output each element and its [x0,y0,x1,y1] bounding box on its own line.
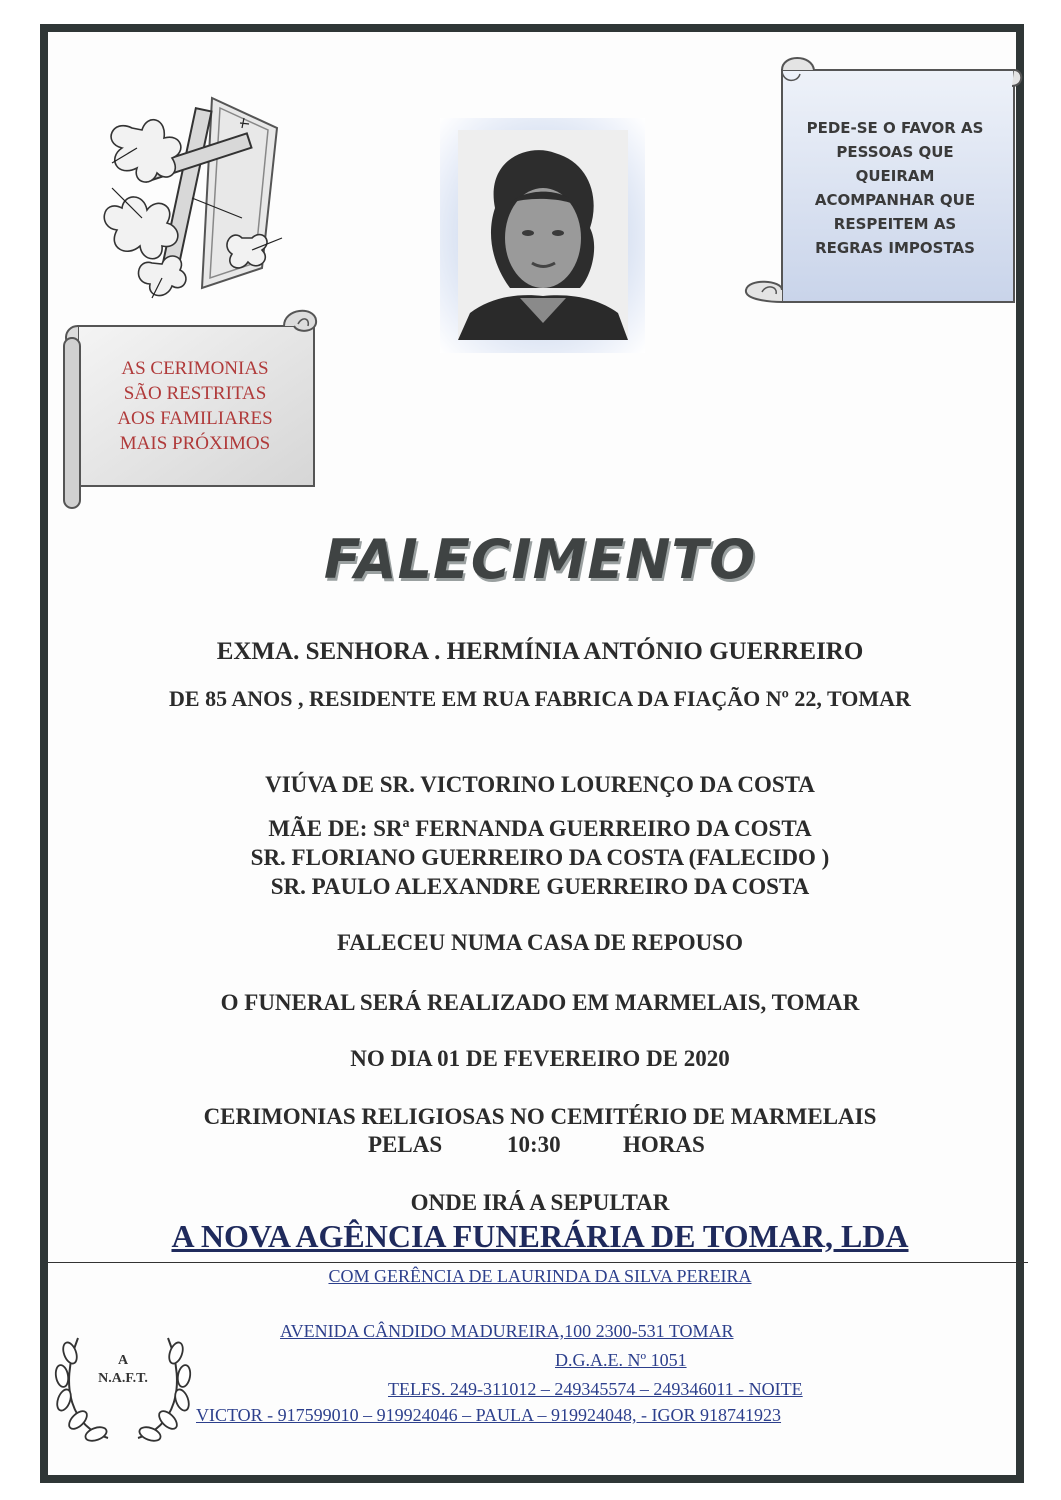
naft-logo-text [48,1352,198,1388]
ceremony-time: 10:30 [507,1132,561,1157]
left-scroll-line: MAIS PRÓXIMOS [119,433,271,454]
agency-name: A NOVA AGÊNCIA FUNERÁRIA DE TOMAR, LDA [171,1218,909,1254]
agency-address: AVENIDA CÂNDIDO MADUREIRA,100 2300-531 TOMAR [280,1321,734,1341]
deceased-age-residence: DE 85 ANOS , RESIDENTE EM RUA FABRICA DA FIAÇÃO Nº 22, TOMAR [169,686,911,711]
mother-line-1: MÃE DE: SRª FERNANDA GUERREIRO DA COSTA [268,816,812,841]
agency-dgae: D.G.A.E. Nº 1051 [555,1350,687,1370]
right-scroll-line: REGRAS IMPOSTAS [815,239,975,257]
right-scroll-line: RESPEITEM AS [833,215,957,233]
burial-line: ONDE IRÁ A SEPULTAR [410,1190,670,1215]
death-place: FALECEU NUMA CASA DE REPOUSO [337,930,743,955]
agency-phones: TELFS. 249-311012 – 249345574 – 249346011 - NOITE [388,1379,803,1399]
widow-line: VIÚVA DE SR. VICTORINO LOURENÇO DA COSTA [265,772,815,797]
funeral-place: O FUNERAL SERÁ REALIZADO EM MARMELAIS, TOMAR [220,990,860,1015]
left-scroll-line: AS CERIMONIAS [121,358,269,379]
right-scroll-text [790,116,1000,260]
page-title: FALECIMENTO [323,528,757,591]
divider [48,1262,1028,1263]
logo-letter: A [117,1353,129,1368]
logo-acronym: N.A.F.T. [98,1371,148,1386]
agency-management: COM GERÊNCIA DE LAURINDA DA SILVA PEREIRA [328,1266,752,1286]
right-scroll-line: PEDE-SE O FAVOR AS [806,119,984,137]
right-scroll-line: PESSOAS QUE [836,143,954,161]
mother-line-3: SR. PAULO ALEXANDRE GUERREIRO DA COSTA [270,874,810,899]
right-scroll-line: ACOMPANHAR QUE [814,191,976,209]
deceased-name: EXMA. SENHORA . HERMÍNIA ANTÓNIO GUERREIRO [216,638,864,665]
agency-contacts: VICTOR - 917599010 – 919924046 – PAULA – 919924048, - IGOR 918741923 [196,1405,782,1425]
left-scroll-text [90,356,300,456]
ceremony-line: CERIMONIAS RELIGIOSAS NO CEMITÉRIO DE MARMELAIS [203,1104,877,1129]
portrait-photo-frame [440,118,645,353]
left-scroll-line: SÃO RESTRITAS [123,383,267,404]
time-pelas: PELAS [368,1132,443,1157]
time-horas: HORAS [623,1132,705,1157]
funeral-date: NO DIA 01 DE FEVEREIRO DE 2020 [350,1046,730,1071]
cross-with-lilies-icon [92,88,292,303]
right-scroll-line: QUEIRAM [855,167,935,185]
portrait-photo [440,118,645,353]
mother-line-2: SR. FLORIANO GUERREIRO DA COSTA (FALECIDO ) [250,845,830,870]
left-scroll-line: AOS FAMILIARES [117,408,273,429]
